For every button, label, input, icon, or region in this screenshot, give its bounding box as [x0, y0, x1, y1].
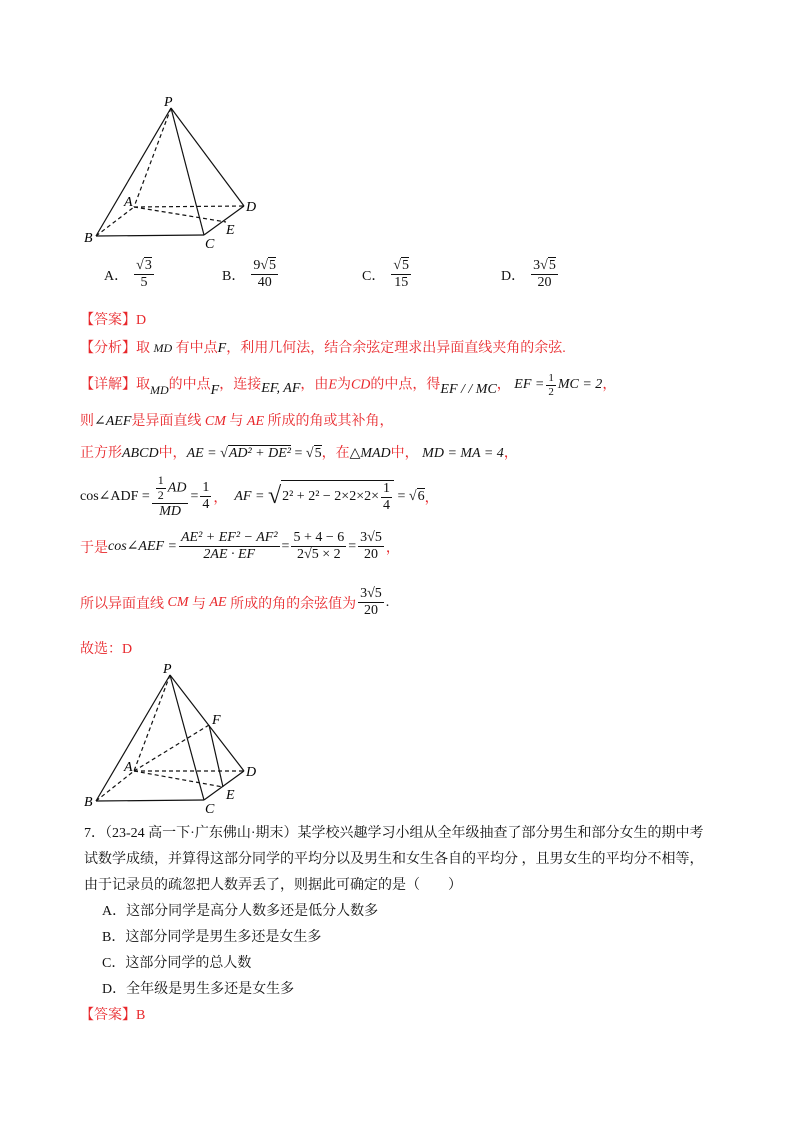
math: AF = — [234, 488, 265, 504]
math: cos∠ADF = — [80, 489, 150, 505]
option-c — [362, 258, 413, 291]
coef: 9 — [253, 258, 261, 273]
analysis-label: 【分析】 — [80, 341, 136, 356]
text: 有中点 — [175, 341, 218, 356]
edge-pc — [170, 675, 204, 800]
label-e: E — [226, 788, 235, 803]
math: 6 — [417, 489, 425, 505]
label-p: P — [164, 95, 173, 110]
option-letter: B． — [222, 268, 246, 284]
math: MC = 2 — [557, 377, 603, 393]
answer-label: 【答案】 — [80, 1008, 136, 1023]
label-c: C — [205, 237, 215, 252]
fraction: $\frac{9√5}{40}$ — [253, 258, 277, 291]
math: EF, AF — [261, 381, 301, 397]
math: = — [281, 538, 290, 554]
numerator: 3 — [144, 258, 152, 273]
label-a: A — [124, 760, 133, 775]
pyramid-figure-2 — [0, 0, 303, 830]
denominator: 2 — [548, 385, 554, 398]
math: EF = — [514, 377, 545, 393]
option-d — [501, 258, 560, 291]
text: ， — [424, 490, 439, 506]
edge-cd — [204, 771, 244, 800]
math: = — [190, 488, 199, 504]
math: △MAD — [349, 446, 391, 461]
numerator: 3√5 — [358, 530, 384, 547]
math: AE — [209, 594, 227, 610]
denominator: 20 — [364, 547, 378, 563]
fraction — [358, 530, 384, 563]
text: 正方形 — [80, 446, 122, 461]
label-c: C — [205, 802, 215, 817]
text: 取 — [136, 377, 150, 393]
question-7-option-c: C．这部分同学的总人数 — [102, 956, 252, 971]
math: = — [348, 538, 357, 554]
text: . — [385, 594, 390, 610]
label-p: P — [163, 662, 172, 677]
math: cos∠AEF = — [108, 539, 177, 555]
edge-ae — [134, 771, 223, 787]
label-e: E — [226, 223, 235, 238]
math: AE — [246, 414, 264, 429]
math: F — [217, 341, 227, 356]
numerator: 5 + 4 − 6 — [291, 530, 346, 547]
question-7-option-b: B．这部分同学是男生多还是女生多 — [102, 930, 322, 945]
math: E — [328, 377, 337, 393]
denominator: 40 — [257, 275, 272, 291]
denominator: 20 — [537, 275, 552, 291]
denominator: 15 — [394, 275, 409, 291]
label-b: B — [84, 231, 93, 246]
text: 中， — [158, 446, 187, 461]
option-letter: D． — [501, 268, 526, 284]
label-d: D — [246, 200, 257, 215]
detail-label: 【详解】 — [80, 377, 136, 393]
text: 于是 — [80, 540, 108, 556]
math: MD = MA = 4 — [422, 446, 504, 461]
math: MD — [153, 341, 173, 355]
label-b: B — [84, 795, 93, 810]
denominator: 4 — [202, 497, 210, 513]
question-7-stem-line-2: 试数学成绩，并算得这部分同学的平均分以及男生和女生各自的平均分 ，且男女生的平均分不相等， — [84, 852, 704, 867]
coef: 3 — [533, 258, 541, 273]
denominator: 2 — [157, 487, 164, 502]
denominator: 4 — [382, 497, 390, 513]
option-letter: A． — [104, 268, 129, 284]
fraction: $\frac{√5}{15}$ — [393, 258, 410, 291]
math: F — [210, 383, 220, 399]
denominator: 2AE · EF — [203, 547, 256, 563]
text: ， — [602, 377, 617, 393]
text: 与 — [229, 414, 244, 429]
text: 的中点 — [168, 377, 211, 393]
edge-af — [134, 725, 209, 771]
detail-line-4: cos∠ADF = $\frac{1}{2}$ AD MD = $\frac{1}{4}$ ， AF = √ 2² + 2² − 2×2×2× $\frac{1}{4}$ = √ 6 ， — [80, 473, 439, 519]
denominator: 2√5 × 2 — [297, 547, 341, 563]
option-letter: C． — [362, 268, 386, 284]
question-7-option-a: A．这部分同学是高分人数多还是低分人数多 — [102, 904, 379, 919]
edge-pd — [170, 675, 244, 771]
text: 是异面直线 — [131, 414, 202, 429]
math: CM — [204, 414, 226, 429]
text: ， — [385, 540, 400, 556]
question-7-stem-line-3: 由于记录员的疏忽把人数弄丢了，则据此可确定的是（ ） — [84, 878, 462, 893]
numerator: 1 — [381, 481, 392, 498]
numerator: 5 — [548, 258, 556, 273]
ef-equation — [514, 372, 603, 398]
label-d: D — [246, 765, 257, 780]
text: 的中点，得 — [370, 377, 441, 393]
text: ， — [503, 446, 518, 461]
math: EF / / MC — [440, 382, 497, 398]
label-a: A — [124, 195, 133, 210]
math: CD — [350, 377, 371, 393]
text: 所成的角的余弦值为 — [230, 596, 357, 612]
question-7-stem-line-1: 7．（23-24 高一下·广东佛山·期末）某学校兴趣学习小组从全年级抽查了部分男生和部分女生的期中考 — [84, 826, 704, 841]
answer-label: 【答案】 — [80, 313, 136, 328]
numerator: AE² + EF² − AF² — [179, 530, 280, 547]
text: 为 — [336, 377, 351, 393]
edge-bc — [96, 800, 204, 801]
text: 所成的角或其补角， — [267, 414, 394, 429]
fraction: $\frac{√3}{5}$ — [136, 258, 152, 291]
text: ，在 — [321, 446, 350, 461]
math: AD² + DE² — [228, 446, 291, 461]
math: ∠AEF — [94, 414, 132, 429]
denominator: 5 — [140, 275, 148, 291]
math: 5 — [314, 446, 322, 461]
math: CM — [167, 594, 189, 610]
answer-value: D — [136, 313, 147, 328]
question-7-option-d: D．全年级是男生多还是女生多 — [102, 982, 295, 997]
fraction — [546, 372, 556, 398]
math: ABCD — [122, 446, 159, 461]
numerator: 3√5 — [358, 586, 384, 603]
question-7-answer — [80, 1004, 145, 1024]
detail-line-3: 正方形ABCD中，AE = √AD² + DE² = √5，在△MAD中， MD = MA = 4， — [80, 446, 518, 461]
numerator: 5 — [402, 258, 410, 273]
text: 与 — [192, 596, 206, 612]
numerator: 1 — [157, 473, 164, 487]
text: 取 — [136, 341, 150, 356]
numerator: 5 — [269, 258, 277, 273]
text: ， — [213, 490, 228, 506]
text: 则 — [80, 414, 94, 429]
numerator: 1 — [200, 480, 211, 497]
fraction — [381, 481, 392, 514]
numerator: AD — [167, 480, 187, 496]
text: ，连接 — [219, 377, 262, 393]
final-choice: 故选：D — [80, 642, 133, 657]
math: AE = — [186, 446, 217, 461]
label-f: F — [212, 713, 221, 728]
math: = — [294, 446, 303, 461]
edge-pa — [134, 675, 170, 771]
text: ，利用几何法，结合余弦定理求出异面直线夹角的余弦. — [226, 341, 566, 356]
edge-ba — [96, 771, 134, 801]
edge-pb — [96, 675, 170, 801]
text: ， — [496, 377, 511, 393]
denominator: MD — [159, 503, 182, 519]
fraction — [358, 586, 384, 619]
answer-value: B — [136, 1008, 146, 1023]
text: ，由 — [300, 377, 329, 393]
text: 所以异面直线 — [80, 596, 164, 612]
fraction: $\frac{3√5}{20}$ — [533, 258, 556, 291]
denominator: 20 — [363, 603, 378, 619]
math: MD — [150, 383, 169, 398]
math: = — [397, 488, 406, 504]
text: 中， — [390, 446, 419, 461]
math: 2² + 2² − 2×2×2× — [282, 489, 379, 505]
numerator: 1 — [548, 372, 554, 384]
